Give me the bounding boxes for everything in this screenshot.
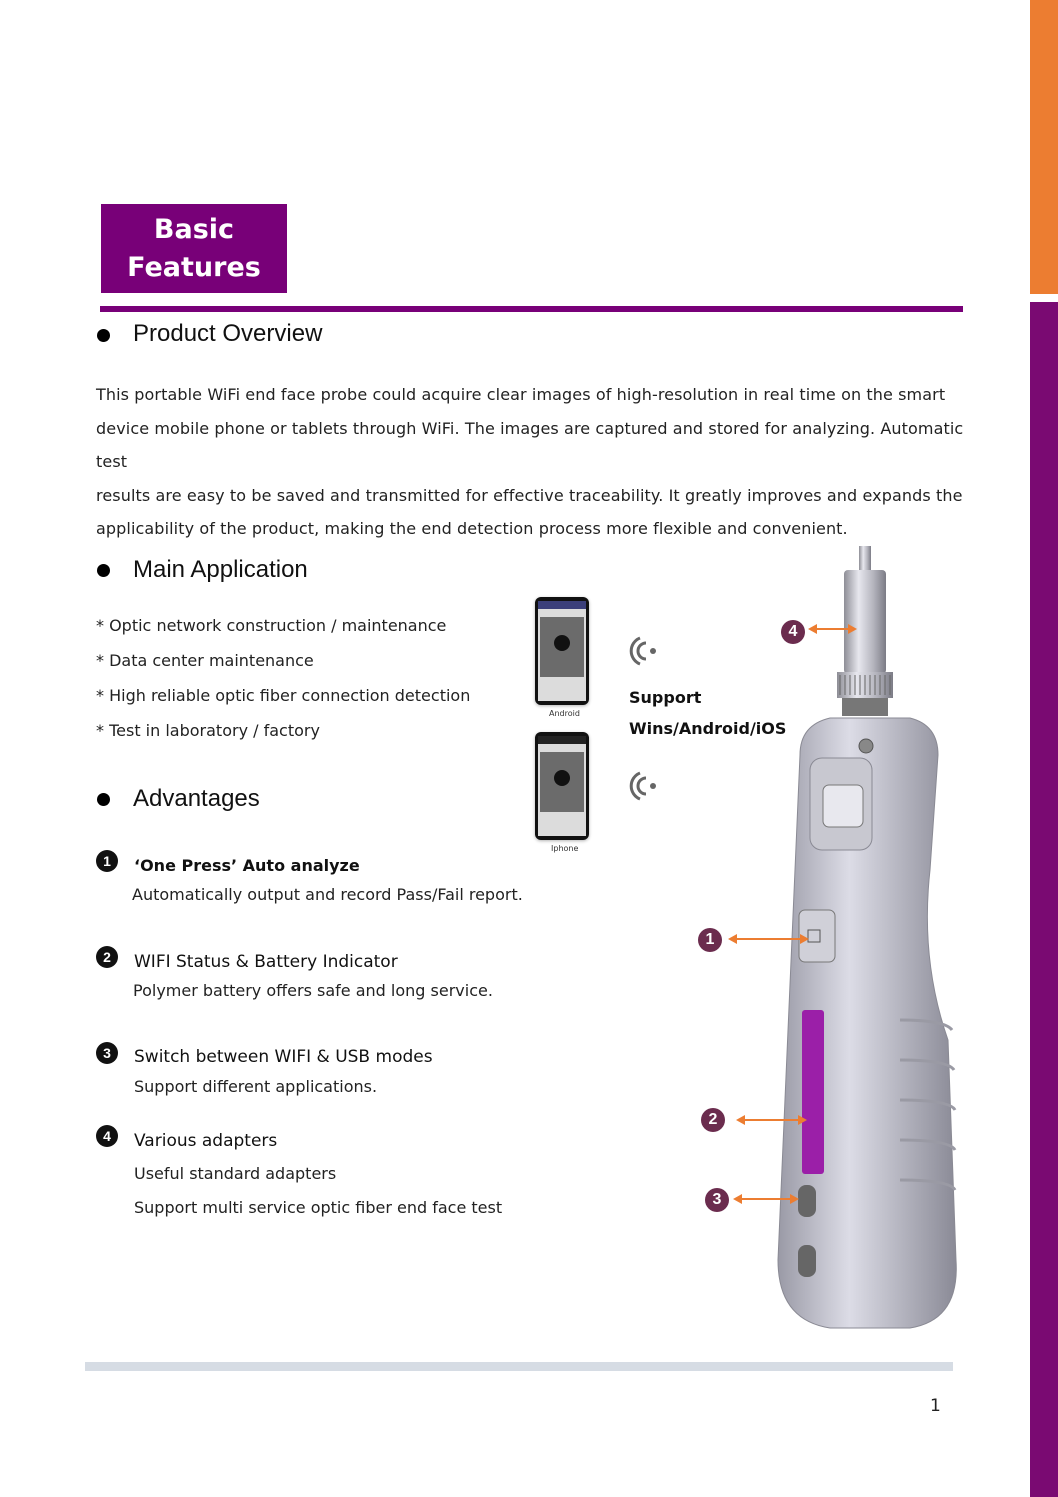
arrowhead-icon xyxy=(848,624,857,634)
number-1-icon: 1 xyxy=(96,850,118,872)
arrowhead-icon xyxy=(800,934,809,944)
callout-3: 3 xyxy=(705,1188,729,1212)
advantage-desc: Polymer battery offers safe and long service. xyxy=(133,981,493,1000)
advantage-desc: Support multi service optic fiber end face test xyxy=(134,1198,503,1217)
application-item: * Optic network construction / maintenance xyxy=(96,616,447,635)
title-line-1: Basic xyxy=(153,213,235,245)
title-line-2: Features xyxy=(127,251,261,283)
heading-advantages: Advantages xyxy=(133,785,260,812)
advantage-title: Various adapters xyxy=(134,1131,278,1151)
callout-line xyxy=(744,1119,800,1121)
application-item: * High reliable optic fiber connection detection xyxy=(96,686,471,705)
advantage-desc: Useful standard adapters xyxy=(134,1164,337,1183)
advantage-title: ‘One Press’ Auto analyze xyxy=(134,856,360,875)
title-divider xyxy=(100,306,963,312)
phone-label: Iphone xyxy=(551,844,579,853)
page-number: 1 xyxy=(930,1396,941,1416)
advantage-desc: Support different applications. xyxy=(134,1077,378,1096)
advantage-desc: Automatically output and record Pass/Fail report. xyxy=(132,885,523,904)
overview-line: applicability of the product, making the end detection process more flexible and convenient. xyxy=(96,519,848,538)
side-bar-purple xyxy=(1030,302,1058,1497)
section-title-box xyxy=(101,204,287,293)
footer-divider xyxy=(85,1362,953,1371)
side-bar-orange xyxy=(1030,0,1058,294)
advantage-title: WIFI Status & Battery Indicator xyxy=(134,952,398,972)
support-platforms: Wins/Android/iOS xyxy=(629,719,787,738)
number-3-icon: 3 xyxy=(96,1042,118,1064)
android-phone-image xyxy=(535,597,589,705)
callout-line xyxy=(816,628,848,630)
bullet-icon xyxy=(97,329,110,342)
wifi-signal-icon xyxy=(626,630,660,672)
number-4-icon: 4 xyxy=(96,1125,118,1147)
heading-main-application: Main Application xyxy=(133,556,308,583)
callout-1: 1 xyxy=(698,928,722,952)
bullet-icon xyxy=(97,793,110,806)
arrowhead-icon xyxy=(798,1115,807,1125)
callout-2: 2 xyxy=(701,1108,725,1132)
overview-line: results are easy to be saved and transmitted for effective traceability. It greatly improves and expands the xyxy=(96,485,963,505)
overview-paragraph xyxy=(96,378,976,546)
wifi-signal-icon xyxy=(626,765,660,807)
iphone-image xyxy=(535,732,589,840)
heading-product-overview: Product Overview xyxy=(133,320,323,347)
bullet-icon xyxy=(97,564,110,577)
overview-line: device mobile phone or tablets through WiFi. The images are captured and stored for analyzing. Automatic test xyxy=(96,418,964,471)
advantage-title: Switch between WIFI & USB modes xyxy=(134,1047,433,1067)
application-item: * Test in laboratory / factory xyxy=(96,721,320,740)
arrowhead-icon xyxy=(790,1194,799,1204)
callout-4: 4 xyxy=(781,620,805,644)
support-label: Support xyxy=(629,688,702,707)
callout-line xyxy=(736,938,800,940)
phone-label: Android xyxy=(549,709,580,718)
application-item: * Data center maintenance xyxy=(96,651,314,670)
callout-line xyxy=(741,1198,790,1200)
number-2-icon: 2 xyxy=(96,946,118,968)
overview-line: This portable WiFi end face probe could acquire clear images of high-resolution in real time on the smart xyxy=(96,385,946,404)
